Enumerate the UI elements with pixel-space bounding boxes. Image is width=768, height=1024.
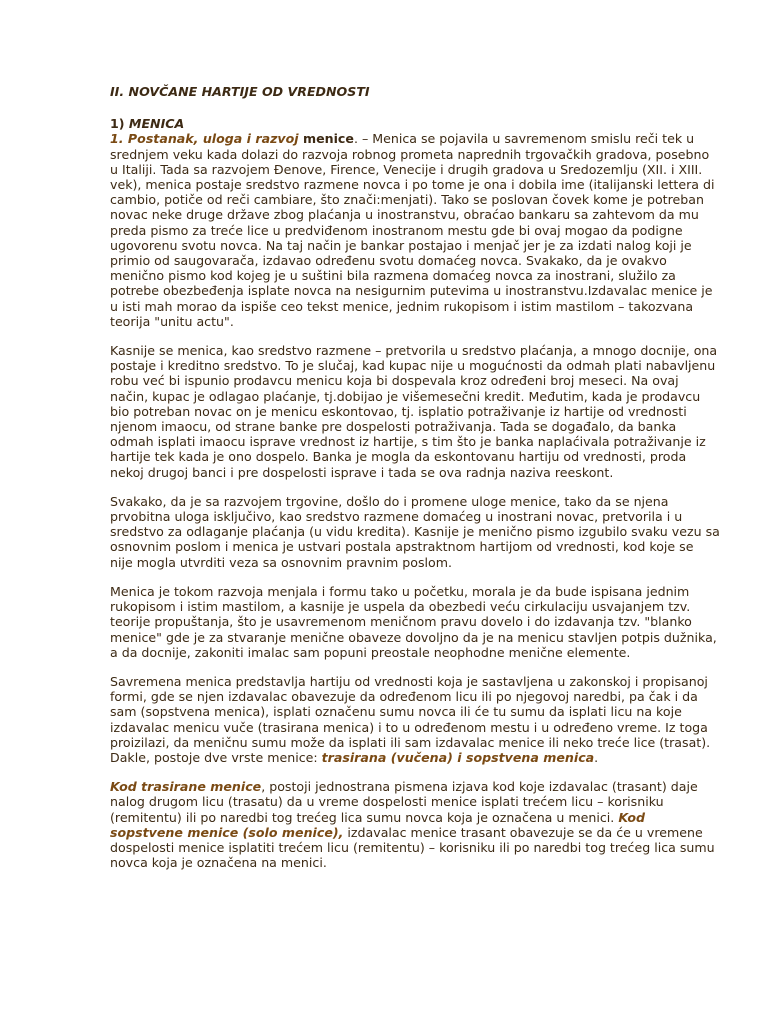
paragraph-types-text1: , postoji jednostrana pismena izjava kod koje izdavalac (trasant) daje nalog drugom licu (trasatu) da u vreme dospelosti menice isplati trećem licu – korisniku (remitentu) ili po naredbi tog trećeg lica sumu novca koja je označena u menici. [110,779,698,825]
paragraph-types [110,779,720,870]
paragraph-credit: Kasnije se menica, kao sredstvo razmene – pretvorila u sredstvo plaćanja, a mnogo docnije, ona postaje i kreditno sredstvo. To je slučaj, kad kupac nije u mogućnosti da odmah plati nabavljenu robu već bi ispunio prodavcu menicu koja bi dospevala kroz određeni broj meseci. Na ovaj način, kupac je odlagao plaćanje, tj.dobijao je višemesečni kredit. Međutim, kada je prodavcu bio potreban novac on je menicu eskontovao, tj. isplatio potraživanje iz hartije od vrednosti njenom imaocu, od strane banke pre dospelosti potraživanja. Tada se događalo, da banka odmah isplati imaocu isprave vrednost iz hartije, s tim što je banka naplaćivala potraživanje iz hartije tek kada je ono dospelo. Banka je mogla da eskontovanu hartiju od vrednosti, proda nekoj drugoj banci i pre dospelosti isprave i tada se ova radnja naziva reeskont. [110,343,718,480]
section-heading [110,116,720,131]
sopstvena-emphasis: Kod sopstvene menice (solo menice), [110,809,646,840]
paragraph-form: Menica je tokom razvoja menjala i formu tako u početku, morala je da bude ispisana jednim rukopisom i istim mastilom, a kasnije je uspela da obezbedi veću cirkulaciju usvajanjem tzv. teorije propuštanja, što je usavremenom meničnom pravu dovelo i do izdavanja tzv. "blanko menice" gde je za stvaranje menične obaveze dovoljno da je na menicu stavljen potpis dužnika, a da docnije, zakoniti imalac sam popuni preostale neophodne menične elemente. [110,583,717,660]
subheading-word: menice [298,131,354,147]
menica-types-emphasis: trasirana (vučena) i sopstvena menica [321,749,595,765]
paragraph-modern [110,674,720,765]
subheading-origin: 1. Postanak, uloga i razvoj [110,131,299,147]
paragraph-modern-end: . [594,749,599,765]
chapter-title: II. NOVČANE HARTIJE OD VREDNOSTI [110,84,370,99]
trasirana-emphasis: Kod trasirane menice [110,779,262,795]
paragraph-trade: Svakako, da je sa razvojem trgovine, došlo do i promene uloge menice, tako da se njena prvobitna uloga isključivo, kao sredstvo razmene domaćeg u inostrani novac, pretvorila i u sredstvo za odlaganje plaćanja (u vidu kredita). Kasnije je menično pismo izgubilo svaku vezu sa osnovnim poslom i menica je ustvari postala apstraktnom hartijom od vrednosti, kod koje se nije mogla utvrditi veza sa osnovnim pravnim poslom. [110,493,720,570]
paragraph-origin-text: . – Menica se pojavila u savremenom smislu reči tek u srednjem veku kada dolazi do razvoja robnog prometa naprednih trgovačkih gradova, posebno u Italiji. Tada sa razvojem Đenove, Firence, Venecije i drugih gradova u Sredozemlju (XII. i XIII. vek), menica postaje sredstvo razmene novca i po tome je ona i dobila ime (italijanski lettera di cambio, potiče od reči cambiare, što znači:menjati). Tako se poslovan čovek kome je potreban novac neke druge države zbog plaćanja u inostranstvu, obraćao bankaru sa zahtevom da mu preda pismo za treće lice u predviđenom inostranom mestu gde bi ovaj mogao da podigne ugovorenu svotu novca. Na taj način je bankar postajao i menjač jer je za izdati nalog koji je primio od saugovarača, izdavao određenu svotu domaćeg novca. Svakako, da je ovakvo menično pismo kod kojeg je u suštini bila razmena domaćeg novca za inostrani, služilo za potrebe obezbeđenja isplate novca na nesigurnim putevima u inostranstvu.Izdavalac menice je u isti mah morao da ispiše ceo tekst menice, jednim rukopisom i istim mastilom – takozvana teorija "unitu actu". [110,131,715,329]
section-number: 1) [110,116,129,132]
section-title: MENICA [128,116,185,132]
paragraph-modern-text: Savremena menica predstavlja hartiju od vrednosti koja je sastavljena u zakonskoj i propisanoj formi, gde se njen izdavalac obavezuje da određenom licu ili po njegovoj naredbi, pa čak i da sam (sopstvena menica), isplati označenu sumu novca ili će tu sumu da isplati licu na koje izdavalac menicu vuče (trasirana menica) i to u određenom mestu i u određeno vreme. Iz toga proizilazi, da meničnu sumu može da isplati ili sam izdavalac menice ili neko treće lice (trasat). Dakle, postoje dve vrste menice: [110,673,711,765]
paragraph-types-text2: izdavalac menice trasant obavezuje se da će u vremene dospelosti menice isplatiti trećem licu (remitentu) – korisniku ili po naredbi tog trećeg lica sumu novca koja je označena na menici. [110,824,715,871]
document-page [110,84,720,884]
paragraph-origin [110,131,720,329]
